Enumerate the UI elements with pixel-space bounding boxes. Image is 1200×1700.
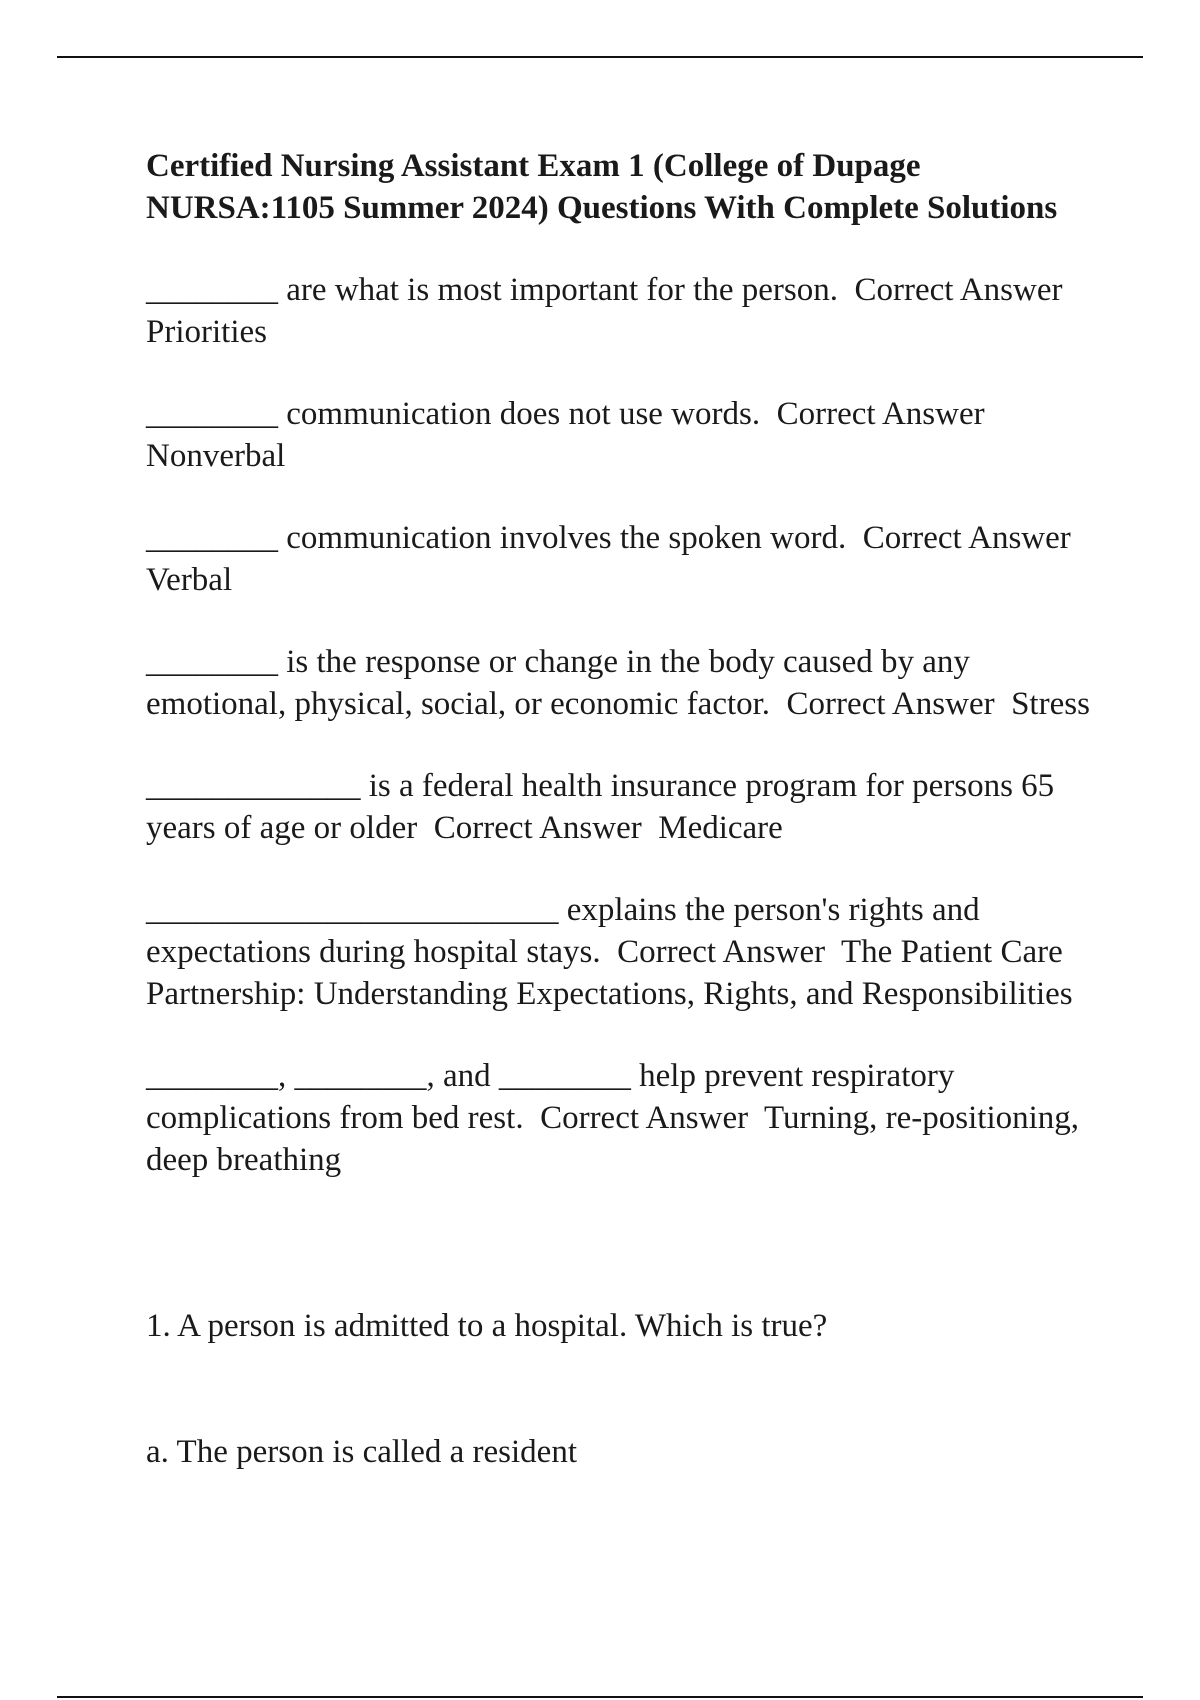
qa-item-priorities: ________ are what is most important for the person. Correct Answer Priorities <box>146 272 1079 350</box>
mcq-question-1 <box>146 1221 1096 1557</box>
qa-item-medicare: _____________ is a federal health insurance program for persons 65 years of age or older Correct Answer Medicare <box>146 768 1063 846</box>
document-title: Certified Nursing Assistant Exam 1 (College of Dupage NURSA:1105 Summer 2024) Questions With Complete Solutions <box>146 148 1058 226</box>
mcq-option-a: a. The person is called a resident <box>146 1434 577 1470</box>
document-body <box>146 145 1096 1557</box>
qa-item-nonverbal: ________ communication does not use words. Correct Answer Nonverbal <box>146 396 1002 474</box>
qa-item-respiratory-complications: ________, ________, and ________ help prevent respiratory complications from bed rest. Correct Answer Turning, re-positioning, deep breathing <box>146 1058 1088 1178</box>
footer-rule <box>57 1696 1143 1698</box>
qa-item-stress: ________ is the response or change in the body caused by any emotional, physical, social, or economic factor. Correct Answer Stress <box>146 644 1090 722</box>
mcq-question-text: 1. A person is admitted to a hospital. Which is true? <box>146 1308 828 1344</box>
qa-item-patient-care-partnership: _________________________ explains the person's rights and expectations during hospital stays. Correct Answer The Patient Care Partnership: Understanding Expectations, Rights, and Responsibilities <box>146 892 1073 1012</box>
qa-item-verbal: ________ communication involves the spoken word. Correct Answer Verbal <box>146 520 1087 598</box>
header-rule <box>57 56 1143 58</box>
